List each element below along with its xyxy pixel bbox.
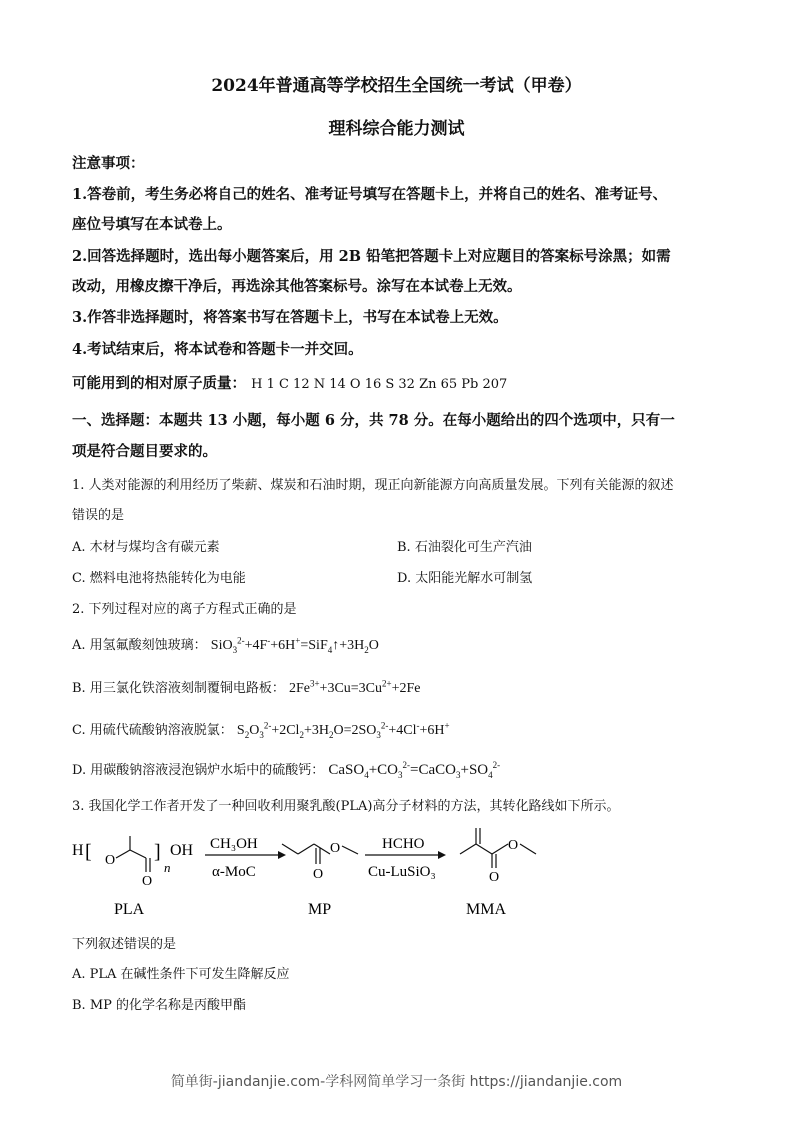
section-heading-cont: 项是符合题目要求的。 bbox=[72, 443, 217, 460]
mma-bond bbox=[492, 844, 508, 854]
mp-bond bbox=[298, 844, 314, 854]
question-2-option-a bbox=[72, 634, 379, 654]
question-1-option-b: B. 石油裂化可生产汽油 bbox=[397, 540, 532, 555]
option-a-text: A. 用氢氟酸刻蚀玻璃： bbox=[72, 638, 207, 653]
mma-ester-oxygen: O bbox=[508, 838, 519, 853]
footer-watermark: 简单街-jiandanjie.com-学科网简单学习一条街 https://jiandanjie.com bbox=[170, 1074, 623, 1090]
reagent-1-top: CH₃OH bbox=[210, 836, 258, 852]
mma-bond bbox=[460, 844, 476, 854]
mma-bond bbox=[476, 844, 492, 854]
option-c-equation: $S_2O_3^{2-}+2Cl_2+3H_2O=2SO_3^{2-}+4Cl^-+6H^+$ bbox=[236, 720, 450, 740]
label-mma: MMA bbox=[466, 901, 507, 918]
label-pla: PLA bbox=[114, 901, 145, 918]
mp-methyl-bond bbox=[342, 846, 358, 854]
notice-item: 1.答卷前，考生务必将自己的姓名、准考证号填写在答题卡上，并将自己的姓名、准考证号、 bbox=[72, 186, 668, 203]
pla-ether-oxygen: O bbox=[105, 853, 116, 868]
notice-heading: 注意事项： bbox=[72, 155, 145, 172]
reagent-1-bottom: α-MoC bbox=[212, 864, 256, 880]
question-3-option-a: A. PLA 在碱性条件下可发生降解反应 bbox=[72, 967, 290, 982]
option-c-text: C. 用硫代硫酸钠溶液脱氯： bbox=[72, 723, 233, 738]
question-1-option-d: D. 太阳能光解水可制氢 bbox=[397, 571, 533, 586]
pla-bond bbox=[130, 850, 146, 858]
label-mp: MP bbox=[308, 901, 332, 918]
atomic-masses-label: 可能用到的相对原子质量： bbox=[72, 375, 246, 392]
pla-n-subscript: n bbox=[164, 860, 171, 875]
question-1-option-a: A. 木材与煤均含有碳元素 bbox=[72, 540, 220, 555]
reaction-scheme bbox=[60, 822, 580, 922]
notice-item: 座位号填写在本试卷上。 bbox=[72, 216, 232, 233]
notice-item: 3.作答非选择题时，将答案书写在答题卡上，书写在本试卷上无效。 bbox=[72, 309, 508, 326]
pla-bond bbox=[116, 850, 130, 858]
section-heading: 一、选择题：本题共 13 小题，每小题 6 分，共 78 分。在每小题给出的四个选项中，只有一 bbox=[72, 412, 675, 429]
question-2-option-b bbox=[72, 677, 421, 697]
reagent-2-top: HCHO bbox=[382, 836, 425, 852]
option-d-text: D. 用碳酸钠溶液浸泡锅炉水垢中的硫酸钙： bbox=[72, 763, 325, 778]
question-1-stem: 1. 人类对能源的利用经历了柴薪、煤炭和石油时期，现正向新能源方向高质量发展。下列有关能源的叙述 bbox=[72, 478, 674, 493]
page-subtitle: 理科综合能力测试 bbox=[328, 119, 465, 139]
question-2-option-c bbox=[72, 719, 450, 739]
question-3-stem: 3. 我国化学工作者开发了一种回收利用聚乳酸(PLA)高分子材料的方法，其转化路线如下所示。 bbox=[72, 799, 620, 814]
pla-oh-group: OH bbox=[170, 842, 194, 859]
question-1-stem-cont: 错误的是 bbox=[72, 508, 125, 523]
arrow-1-head bbox=[278, 851, 286, 859]
mp-ester-oxygen: O bbox=[330, 841, 341, 856]
reagent-2-bottom: Cu-LuSiO₃ bbox=[368, 864, 436, 880]
question-1-option-c: C. 燃料电池将热能转化为电能 bbox=[72, 571, 246, 586]
mp-carbonyl-oxygen: O bbox=[313, 867, 324, 882]
page-title: 2024年普通高等学校招生全国统一考试（甲卷） bbox=[211, 76, 582, 96]
option-b-equation: $2Fe^{3+}+3Cu=3Cu^{2+}+2Fe$ bbox=[288, 678, 421, 696]
pla-h-atom: H bbox=[72, 842, 84, 859]
option-b-text: B. 用三氯化铁溶液刻制覆铜电路板： bbox=[72, 681, 285, 696]
mp-bond bbox=[282, 844, 298, 854]
pla-left-bracket: [ bbox=[85, 841, 92, 863]
arrow-2-head bbox=[438, 851, 446, 859]
pla-right-bracket: ] bbox=[154, 841, 161, 863]
mma-carbonyl-oxygen: O bbox=[489, 870, 500, 885]
notice-item: 改动，用橡皮擦干净后，再选涂其他答案标号。涂写在本试卷上无效。 bbox=[72, 278, 522, 295]
pla-carbonyl-oxygen: O bbox=[142, 874, 153, 889]
option-a-equation: $SiO_3^{2-}+4F^-+6H^+=SiF_4↑+3H_2O$ bbox=[210, 635, 379, 655]
question-2-stem: 2. 下列过程对应的离子方程式正确的是 bbox=[72, 602, 297, 617]
atomic-masses bbox=[72, 372, 507, 393]
notice-item: 2.回答选择题时，选出每小题答案后，用 2B 铅笔把答题卡上对应题目的答案标号涂黑；如需 bbox=[72, 248, 671, 265]
question-3-sub-stem: 下列叙述错误的是 bbox=[72, 937, 177, 952]
question-3-option-b: B. MP 的化学名称是丙酸甲酯 bbox=[72, 998, 247, 1013]
question-2-option-d bbox=[72, 759, 500, 779]
mma-methyl-bond bbox=[520, 844, 536, 854]
atomic-masses-values: H 1 C 12 N 14 O 16 S 32 Zn 65 Pb 207 bbox=[251, 377, 508, 392]
option-d-equation: $CaSO_4+CO_3^{2-}=CaCO_3+SO_4^{2-}$ bbox=[328, 760, 501, 780]
notice-item: 4.考试结束后，将本试卷和答题卡一并交回。 bbox=[72, 341, 363, 358]
